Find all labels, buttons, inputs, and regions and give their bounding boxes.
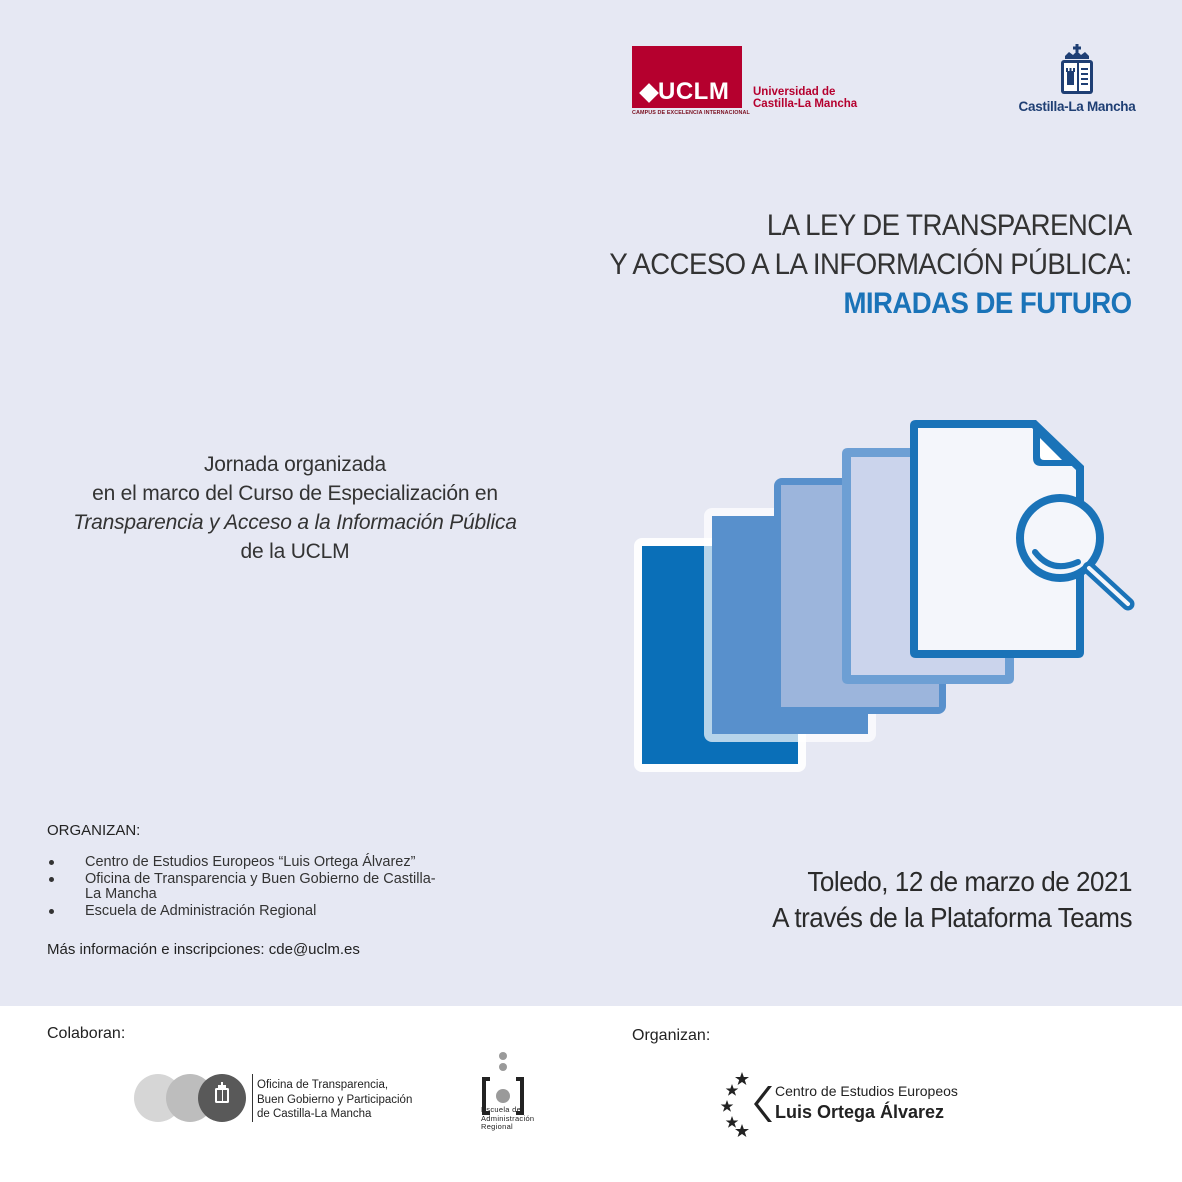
- intro-text: [40, 450, 550, 566]
- otb-line3: de Castilla-La Mancha: [257, 1108, 372, 1120]
- footer-organizers-heading: Organizan:: [632, 1027, 711, 1044]
- event-platform: A través de la Plataforma Teams: [772, 902, 1132, 933]
- castilla-la-mancha-logo: [1018, 44, 1136, 114]
- cee-line1: Centro de Estudios Europeos: [775, 1083, 958, 1099]
- intro-line1: Jornada organizada: [203, 453, 387, 476]
- organizers-list: [47, 855, 447, 921]
- otb-name: [257, 1078, 412, 1122]
- clm-coat-of-arms-icon: [1059, 44, 1095, 96]
- title-line1: LA LEY DE TRANSPARENCIA: [767, 209, 1132, 242]
- event-title: [610, 206, 1132, 323]
- otb-circles-logo: [134, 1074, 246, 1124]
- list-item: Oficina de Transparencia y Buen Gobierno de Castilla-La Mancha: [47, 872, 447, 902]
- list-item: Escuela de Administración Regional: [47, 904, 447, 919]
- collaborators-heading: Colaboran:: [47, 1025, 126, 1042]
- ear-line1: Escuela de: [481, 1105, 522, 1114]
- event-date: Toledo, 12 de marzo de 2021: [807, 866, 1132, 897]
- cee-line2: Luis Ortega Álvarez: [775, 1102, 945, 1122]
- eu-stars-icon: [720, 1070, 776, 1138]
- uclm-name-line2: Castilla-La Mancha: [753, 98, 858, 110]
- intro-course-name: Transparencia y Acceso a la Información Pública: [73, 511, 517, 534]
- intro-line2: en el marco del Curso de Especialización en: [92, 482, 498, 505]
- clm-coat-of-arms-icon: [214, 1082, 230, 1104]
- uclm-tagline: CAMPUS DE EXCELENCIA INTERNACIONAL: [632, 110, 750, 116]
- uclm-diamond-icon: [639, 83, 659, 103]
- uclm-logo-box: [632, 46, 742, 108]
- otb-line1: Oficina de Transparencia,: [257, 1079, 389, 1091]
- uclm-name-line1: Universidad de: [753, 86, 836, 98]
- more-info-contact[interactable]: Más información e inscripciones: cde@uclm.es: [47, 941, 360, 958]
- event-details: [772, 864, 1132, 936]
- uclm-logo: [632, 46, 750, 118]
- list-item: Centro de Estudios Europeos “Luis Ortega Álvarez”: [47, 855, 447, 870]
- ear-name: [481, 1106, 534, 1132]
- ear-line2: Administración: [481, 1113, 535, 1123]
- uclm-logo-word: UCLM: [658, 78, 730, 105]
- title-line2: Y ACCESO A LA INFORMACIÓN PÚBLICA:: [609, 248, 1132, 281]
- ear-line3: Regional: [481, 1122, 514, 1131]
- title-highlight: MIRADAS DE FUTURO: [843, 287, 1132, 320]
- document-stack-icon: [630, 414, 1140, 778]
- otb-line2: Buen Gobierno y Participación: [257, 1093, 413, 1106]
- intro-line4: de la UCLM: [240, 540, 350, 563]
- organizers-heading: ORGANIZAN:: [47, 822, 141, 839]
- otb-divider: [252, 1074, 253, 1122]
- clm-logo-text: Castilla-La Mancha: [1018, 99, 1136, 114]
- uclm-name: [753, 86, 857, 110]
